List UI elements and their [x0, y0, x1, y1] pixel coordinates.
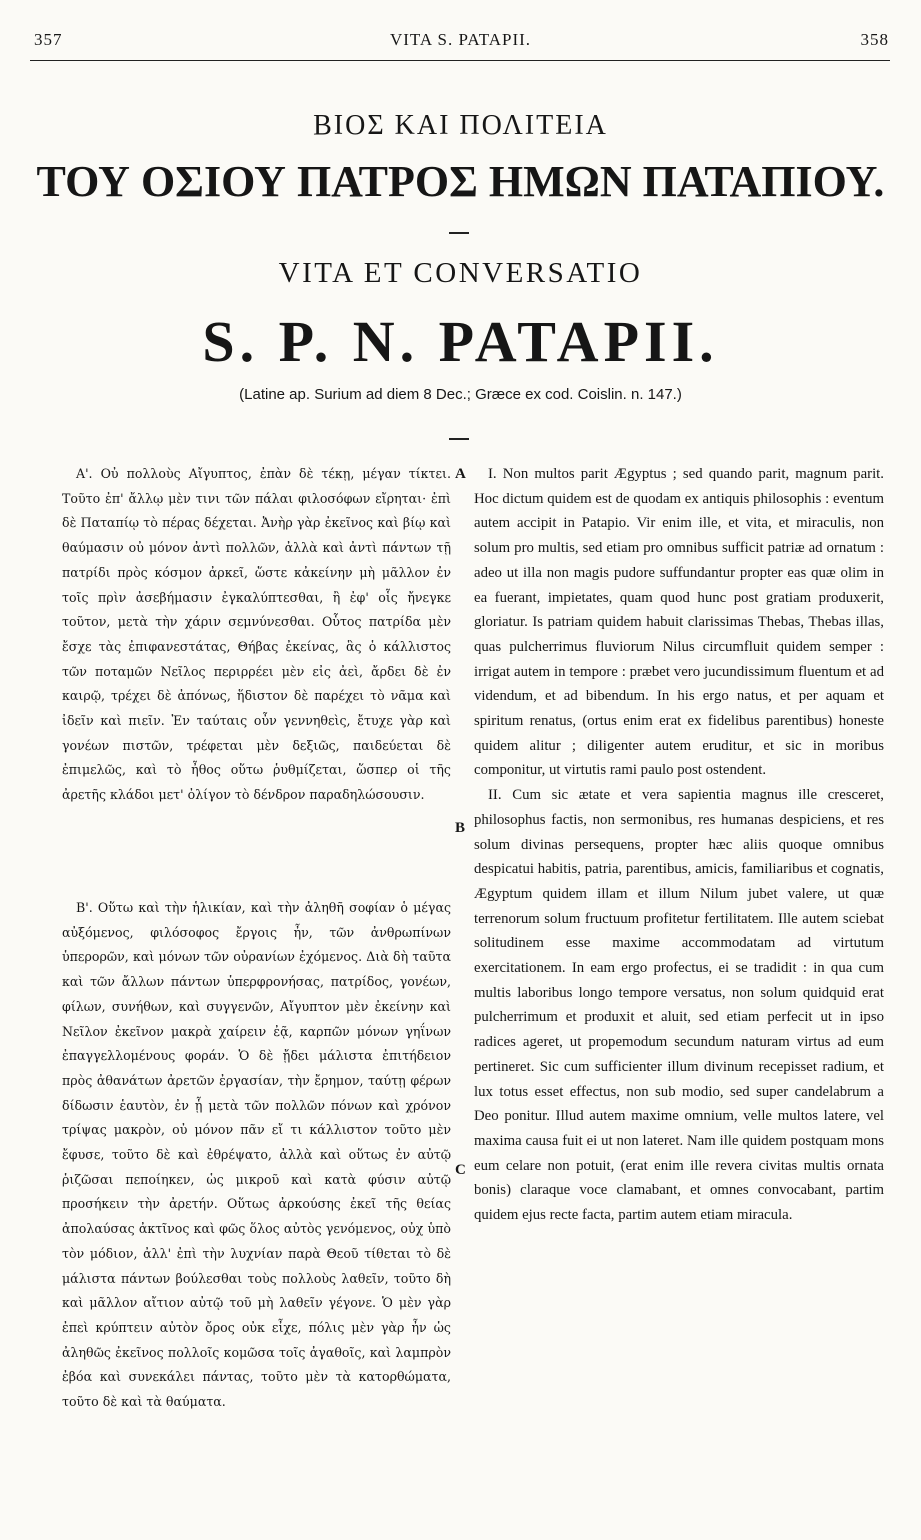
greek-title-line-2: ΤΟΥ ΟΣΙΟΥ ΠΑΤΡΟΣ ΗΜΩΝ ΠΑΤΑΠΙΟΥ.: [36, 157, 885, 206]
latin-title-line-1: VITA ET CONVERSATIO: [278, 257, 643, 289]
section-separator-dash: [449, 438, 469, 440]
latin-title-line-2: S. P. N. PATAPII.: [202, 309, 719, 374]
latin-paragraph-2: II. Cum sic ætate et vera sapientia magnus ille cresceret, philosophus factis, non sermonibus, res humanas despiciens, et res solum divinas persequens, propter hæc aliis quoque omnibus despicatui habitis, patria, parentibus, amicis, familiaribus et cognatis, Ægyptum quidem illam et illum Nilum jubet valere, ut quæ terrenorum solum fructuum profitetur fertilitatem. Ille autem sciebat solitudinem esse maxime accommodatam ad virtutum exercitationem. In eam ergo profectus, ei se tradidit : in qua cum multis laboribus longo tempore versatus, non solum quidquid erat pulcherrimum et produxit et aluit, sed etiam perfecit ut in ipso radices ageret, ut propemodum secundum naturam virtus ad eum pertineret. Sic cum sufficienter illum divinum recepisset radium, et lux totus esset effectus, non sub modio, sed super candelabrum a Deo ponitur. Illud autem maxime omnium, velle multos latere, vel maxima causa fuit ei ut non lateret. Nam ille quidem postquam mons eum celare non potuit, (erat enim ille revera civitas multis ornata bonis) claraque voce clamabant, et omnes convocabant, partim quidem ejus recte facta, partim autem etiam miracula.: [474, 787, 884, 1224]
page-number-left: 357: [34, 30, 63, 49]
greek-paragraph-1: Α'. Οὐ πολλοὺς Αἴγυπτος, ἐπὰν δὲ τέκῃ, μέγαν τίκτει. Τοῦτο ἐπ' ἄλλῳ μὲν τινι τῶν πάλαι φιλοσόφων εἴρηται· ἐπὶ δὲ Παταπίῳ τὸ πέρας δέχεται. Ἀνὴρ γὰρ ἐκεῖνος καὶ βίῳ καὶ θαύμασιν οὐ μόνον ἀντὶ πολλῶν, ἀλλὰ καὶ ἀντὶ πάντων τῇ πατρίδι πρὸς κόσμον ἀρκεῖ, ὥστε κἀκείνην μὴ μᾶλλον ἐν τοῖς πρὶν ἀσεβήμασιν ἐγκαλύπτεσθαι, ἢ ἐφ' οἷς ἤνεγκε τοῦτον, μετὰ τὴν χάριν σεμνύνεσθαι. Οὗτος πατρίδα μὲν ἔσχε τὰς ἐπιφανεστάτας, Θήβας ἐκείνας, ἃς ὁ κάλλιστος τῶν ποταμῶν Νεῖλος περιρρέει μὲν εἰς ἀεὶ, ἄρδει δὲ ἐν καιρῷ, τρέχει δὲ ἀπόνως, ἥδιστον δὲ παρέχει τὸ νᾶμα καὶ ἰδεῖν καὶ πιεῖν. Ἐν ταύταις οὖν γεννηθεὶς, ἔτυχε γὰρ καὶ γονέων πιστῶν, τρέφεται μὲν δεξιῶς, παιδεύεται δὲ ἐπιμελῶς, καὶ τὸ ἦθος οὕτω ῥυθμίζεται, ὥσπερ οἱ τῆς ἀρετῆς κλάδοι μετ' ὀλίγον τὸ δένδρον παραδηλώσουσιν.: [62, 466, 451, 803]
latin-column: [474, 462, 884, 1228]
greek-title-line-1: ΒΙΟΣ ΚΑΙ ΠΟΛΙΤΕΙΑ: [313, 110, 608, 141]
margin-letter-b: B: [455, 820, 466, 836]
margin-letter-c: C: [455, 1162, 466, 1178]
page-number-right: 358: [860, 30, 889, 49]
latin-paragraph-1: I. Non multos parit Ægyptus ; sed quando parit, magnum parit. Hoc dictum quidem est de quodam ex antiquis philosophis : eventum autem accipit in Patapio. Vir enim ille, et vita, et miraculis, non solum pro multis, sed etiam pro omnibus sufficit patriæ ad ornatum : adeo ut illa non magis pudore suffundantur propter eas quæ olim in ea fuerant, impietates, quam quod hunc post gratiam produxerit, gloriatur. Is patriam quidem habuit clarissimas Thebas, Thebas illas, quas pulcherrimus fluviorum Nilus circumfluit quidem semper : irrigat autem in tempore : præbet vero jucundissimum fluentum et ad videndum, et ad bibendum. In his ergo natus, et per aquam et spiritum renatus, (ortus enim erat ex fidelibus parentibus) honeste quidem alitur ; diligenter autem eruditur, et sic in moribus componitur, ut virtutis rami paulo post ostendent.: [474, 466, 884, 779]
title-separator-dash: [449, 232, 469, 234]
greek-paragraph-2: Β'. Οὕτω καὶ τὴν ἡλικίαν, καὶ τὴν ἀληθῆ σοφίαν ὁ μέγας αὐξόμενος, φιλόσοφος ἔργοις ἦν, τῶν ἀνθρωπίνων ὑπερορῶν, καὶ μόνων τῶν οὐρανίων ἐχόμενος. Διὰ δὴ ταῦτα καὶ τῶν ἄλλων πάντων ὑπερφρονήσας, πατρίδος, γονέων, φίλων, συνήθων, καὶ συγγενῶν, Αἴγυπτον μὲν ἐκείνην καὶ Νεῖλον ἐκεῖνον μακρὰ χαίρειν ἐᾷ, καρπῶν μόνων γηΐνων ἐπαγγελλομένους φοράν. Ὁ δὲ ᾔδει μάλιστα ἐπιτήδειον πρὸς ἀθανάτων ἀρετῶν ἐργασίαν, τὴν ἔρημον, ταύτῃ φέρων δίδωσιν ἑαυτὸν, ἐν ᾗ μετὰ τῶν πολλῶν πόνων καὶ χρόνον τρίψας μακρὸν, οὐ μόνον πᾶν εἴ τι κάλλιστον τοῦτο μὲν ἔφυσε, τοῦτο δὲ καὶ ἐθρέψατο, ἀλλὰ καὶ οὕτως ἐν αὐτῷ ῥιζῶσαι πεποίηκεν, ὡς μικροῦ καὶ κατὰ φύσιν αὐτῷ προσήκειν τὴν ἀρετήν. Οὕτως ἀρκούσης ἐκεῖ τῆς θείας ἀπολαύσας ἀκτῖνος καὶ φῶς ὅλος αὐτὸς γενόμενος, οὐχ ὑπὸ τὸν μόδιον, ἀλλ' ἐπὶ τὴν λυχνίαν παρὰ Θεοῦ τίθεται τὸ δὲ μάλιστα πάντων βούλεσθαι τοὺς πολλοὺς λαθεῖν, τοῦτο δὴ καὶ μᾶλλον αἴτιον αὐτῷ τοῦ μὴ λαθεῖν γέγονε. Ὁ μὲν γὰρ ἐπεὶ κρύπτειν αὐτὸν ὄρος οὐκ εἶχε, πόλις μὲν γὰρ ἦν ὡς ἀληθῶς ἐκεῖνος πολλοῖς κομῶσα τοῖς ἀγαθοῖς, καὶ λαμπρὸν ἐβόα καὶ συνεκάλει πάντας, τοῦτο μὲν τὰ κατορθώματα, τοῦτο δὲ καὶ τὰ θαύματα.: [62, 900, 451, 1410]
source-note: (Latine ap. Surium ad diem 8 Dec.; Græce ex cod. Coislin. n. 147.): [239, 386, 682, 403]
margin-letter-a: A: [455, 466, 466, 482]
running-title: VITA S. PATAPII.: [389, 30, 532, 49]
header-rule: [30, 60, 890, 61]
greek-column-section-2: [62, 896, 451, 1415]
greek-column-section-1: [62, 462, 451, 808]
